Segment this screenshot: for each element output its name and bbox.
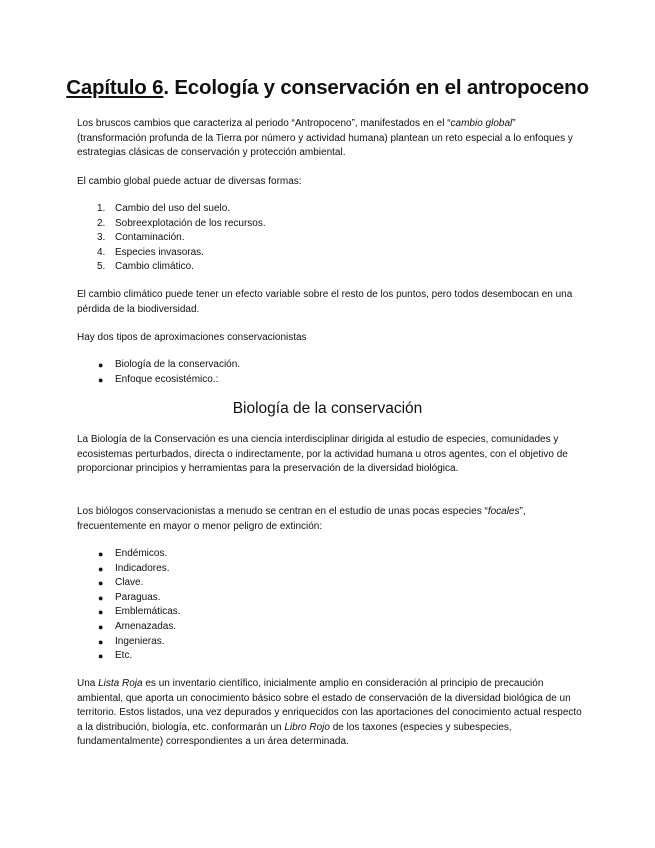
list-item: ● Etc.: [97, 649, 181, 664]
global-change-paragraph: El cambio global puede actuar de diversas formas:: [77, 176, 302, 187]
section-title: Biología de la conservación: [232, 400, 423, 417]
list-item: ● Amenazadas.: [97, 620, 181, 635]
list-item: ● Indicadores.: [97, 562, 181, 577]
focal-species-paragraph: Los biólogos conservacionistas a menudo se centran en el estudio de unas pocas especies “focales”, frecuentemente en mayor o menor peligro de extinción:: [77, 506, 526, 532]
bullet-icon: ●: [98, 636, 104, 647]
bullet-icon: ●: [98, 651, 104, 662]
focal-emphasis: focales: [487, 506, 520, 517]
chapter-title: [0, 76, 655, 100]
bullet-icon: ●: [98, 607, 104, 618]
bullet-icon: ●: [98, 563, 104, 574]
list-item: 3. Contaminación.: [97, 232, 185, 244]
approaches-list: [97, 358, 240, 387]
bullet-icon: ●: [98, 549, 104, 559]
list-item: 4. Especies invasoras.: [97, 246, 204, 258]
red-book-emphasis: Libro Rojo: [284, 721, 330, 733]
intro-emphasis: cambio global: [450, 118, 513, 129]
list-item: ● Paraguas.: [97, 591, 181, 606]
intro-paragraph: [77, 117, 582, 161]
list-item: 5. Cambio climático.: [97, 261, 194, 273]
bullet-icon: ●: [98, 592, 104, 603]
bullet-icon: ●: [98, 374, 104, 385]
list-item: 2. Sobreexplotación de los recursos.: [97, 217, 266, 229]
intro-text-a: Los bruscos cambios que caracteriza al periodo “Antropoceno”, manifestados en el “: [77, 118, 451, 129]
approaches-paragraph: Hay dos tipos de aproximaciones conservacionistas: [77, 332, 307, 343]
bullet-icon: ●: [98, 578, 104, 589]
red-list-paragraph: Una Lista Roja es un inventario científico, inicialmente amplio en consideración al principio de precaución ambiental, que aporta un conocimiento básico sobre el estado de conservación de la diversidad biológica de un territorio. Estos listados, una vez depurados y enriquecidos con las aportaciones del conocimiento actual respecto a la distribución, biología, etc. conformarán un Libro Rojo de los taxones (especies y subespecies, fundamentalmente) correspondientes a un área determinada.: [77, 678, 582, 748]
intro-text-b: ” (transformación profunda de la Tierra por número y actividad humana) plantean un reto especial a lo enfoques y estrategias clásicas de conservación y protección ambiental.: [77, 118, 573, 159]
list-item: ● Clave.: [97, 576, 181, 591]
list-item: ● Biología de la conservación.: [97, 358, 240, 373]
focal-species-list: [97, 547, 181, 664]
bullet-icon: ●: [98, 360, 104, 370]
list-item: 1. Cambio del uso del suelo.: [97, 203, 231, 214]
red-list-emphasis: Lista Roja: [98, 678, 143, 689]
list-item: ● Emblemáticas.: [97, 605, 181, 620]
list-item: ● Endémicos.: [97, 547, 181, 562]
chapter-label: Capítulo 6: [66, 76, 164, 99]
global-change-list: [97, 202, 266, 275]
climate-paragraph: El cambio climático puede tener un efecto variable sobre el resto de los puntos, pero todos desembocan en una pérdida de la biodiversidad.: [77, 289, 573, 315]
list-item: ● Enfoque ecosistémico.:: [97, 373, 240, 388]
chapter-title-rest: . Ecología y conservación en el antropoceno: [163, 76, 589, 99]
list-item: ● Ingenieras.: [97, 635, 181, 650]
bullet-icon: ●: [98, 621, 104, 632]
conservation-biology-paragraph: La Biología de la Conservación es una ciencia interdisciplinar dirigida al estudio de especies, comunidades y ecosistemas perturbados, directa o indirectamente, por la actividad humana u otros agentes, con el objetivo de proporcionar principios y herramientas para la preservación de la diversidad biológica.: [77, 434, 568, 475]
